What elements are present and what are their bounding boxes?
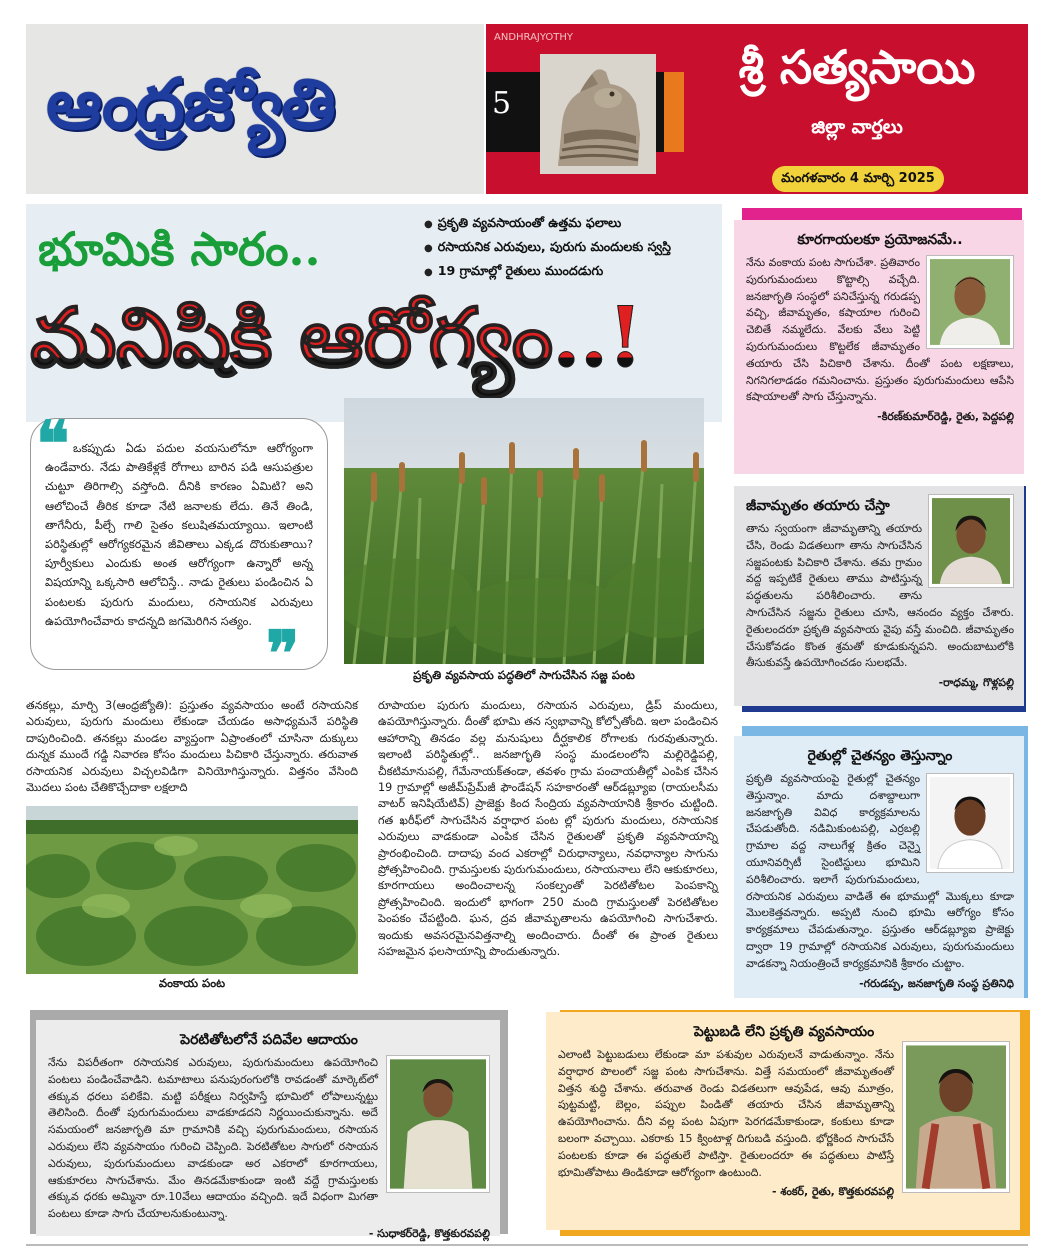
close-quote-icon: ❞ (266, 617, 300, 690)
millet-crop-photo (344, 398, 704, 664)
sidebox-title: రైతుల్లో చైతన్యం తెస్తున్నాం (807, 748, 953, 764)
sidebox-signature: -కిరణ్‌కుమార్‌రెడ్డి, రైతు, పెద్దపల్లి (877, 410, 1014, 424)
sidebox-vegetables (734, 220, 1024, 474)
sidebox-awareness (734, 736, 1024, 998)
farmer-portrait (928, 494, 1014, 588)
sidebox-text: తాను స్వయంగా జీవామృతాన్ని తయారు చేసి, రెండు విడతలుగా తాను సాగుచేసిన సజ్జపంటకు పిచికారి చేశాను. తమ గ్రామం వద్ద ఇప్పటికే రైతులు తాము పాటిస్తున్న పద్ధతులను పరిశీలించారు. తాను సాగుచేసిన సజ్జను రైతులు చూసి, ఆనందం వ్యక్తం చేశారు. రైతులందరూ ప్రకృతి వ్యవసాయ వైపు వస్తే మంచిది. జీవామృతం చేసుకోవడం కొంత శ్రమతో కూడుకున్నపని. అందుబాటులోకి తీసుకువస్తే ఉపయోగించడం సులభమే. (746, 522, 1014, 670)
sidebox-text: నేను వంకాయ పంట సాగుచేశా. ప్రతివారం పురుగుమందులు కొట్టాల్సి వచ్చేది. జనజాగృతి సంస్థలో పనిచేస్తున్న గరుడప్ప వచ్చి, జీవామృతం, కషాయాల గురించి చెబితే నమ్మలేదు. వేలకు వేలు పెట్టి పురుగుమందులు కొట్టలేక జీవామృతం తయారు చేసి పిచికారి చేశాను. దీంతో పంట లక్షణాలు, నిగనిగలాడడం గమనించాను. ప్రస్తుతం పురుగుమందులు ఆపేసి కషాయాలతో సాగు చేస్తున్నాను. (746, 256, 1014, 404)
page-bottom-rule (26, 1244, 1028, 1246)
sidebox-text: ఎలాంటి పెట్టుబడులు లేకుండా మా పశువుల ఎరువులనే వాడుతున్నాం. నేను వర్షాధార పొలంలో సజ్జ పంట సాగుచేశాను. విత్తే సమయంలో జీవామృతంతో విత్తన శుద్ధి చేశాను. తరువాత రెండు విడతలుగా ఆవుపేడ, ఆవు మూత్రం, పుట్టమట్టి, బెల్లం, పప్పుల పిండితో తయారు చేసిన జీవామృతాన్ని ఉపయోగించాను. దీని వల్ల పంట ఏపుగా పెరగడమేకాకుండా, కంకులు కూడా బలంగా వచ్చాయి. ఎకరాకు 15 క్వింటాళ్ల దిగుబడి వస్తుంది. భోర్ణకింద సాగుచేసే పంటలకు కూడా ఈ పద్ధతులే పాటిస్తా. రైతులందరూ ఈ పద్ధతులు పాటిస్తే భూమితోపాటు తిండికూడా ఆరోగ్యంగా ఉంటుంది. (558, 1048, 894, 1179)
paper-name-small: ANDHRAJYOTHY (494, 32, 574, 43)
headline-bullets (424, 212, 724, 284)
district-subtitle: జిల్లా వార్తలు (811, 116, 903, 138)
page-number: 5 (492, 86, 512, 121)
farmer-portrait (386, 1055, 490, 1193)
sidebox-title: జీవామృతం తయారు చేస్తా (746, 498, 890, 514)
farmer-portrait (902, 1041, 1010, 1193)
district-name: శ్రీ సత్యసాయి (738, 40, 976, 94)
main-headline: మనిషికి ఆరోగ్యం..! (30, 290, 642, 406)
intro-quote-text: ఒకప్పుడు ఏడు పదుల వయసులోనూ ఆరోగ్యంగా ఉండేవారు. నేడు పాతికేళ్లకే రోగాలు బారిన పడి ఆసుపత్రుల చుట్టూ తిరిగాల్సి వస్తోంది. దీనికి కారణం ఏమిటి? అని ఆలోచించే తీరిక కూడా నేటి జనాలకు లేదు. తినే తిండి, తాగేనీరు, పీల్చే గాలి సైతం కలుషితమయ్యాయి. ఇలాంటి పరిస్థితుల్లో ఆరోగ్యకరమైన జీవితాలు ఎక్కడ దొరుకుతాయి? పూర్వీకులు ఎందుకు అంత ఆరోగ్యంగా ఉన్నారో అన్న విషయాన్ని ఒక్కసారి ఆలోచిస్తే.. నాడు రైతులు పండించిన ఏ పంటలకు పురుగు మందులు, రసాయనిక ఎరువులు ఉపయోగించేవారు కాదన్నది జగమెరిగిన సత్యం. (45, 441, 313, 628)
sidebox-signature: - శంకర్, రైతు, కొత్తకురవపల్లి (772, 1185, 894, 1199)
bullet-item: ● 19 గ్రామాల్లో రైతులు ముందడుగు (424, 260, 724, 284)
sidebox-signature: -రాధమ్మ, గొళ్లపల్లి (938, 676, 1014, 690)
accent-bar (664, 72, 684, 152)
millet-photo-caption: ప్రకృతి వ్యవసాయ పద్ధతిలో సాగుచేసిన సజ్జ పంట (344, 664, 704, 686)
open-quote-icon: ❝ (36, 407, 70, 480)
brinjal-crop-photo (26, 806, 358, 974)
nandi-statue-image (540, 54, 656, 174)
bullet-item: ● ప్రకృతి వ్యవసాయంతో ఉత్తమ ఫలాలు (424, 212, 724, 236)
brinjal-photo-caption: వంకాయ పంట (158, 976, 226, 990)
article-column-1: తనకల్లు, మార్చి 3(ఆంధ్రజ్యోతి): ప్రస్తుతం వ్యవసాయం అంటే రసాయనిక ఎరువులు, పురుగు మందులు లేకుండా చేయడం అసాధ్యమనే పరిస్థితి దాపురించింది. తనకల్లు మండల వ్యాప్తంగా ఏప్రాంతంలో చూసినా దుక్కులు దున్నక ముందే గడ్డి నివారణ కోసం మందులు పిచికారి చేస్తున్నారు. తరువాత రసాయనిక ఎరువులు విచ్చలవిడిగా వినియోగిస్తున్నారు. విత్తనం వేసింది మొదలు పంట చేతికొచ్చేదాకా లక్షలాది (26, 699, 358, 795)
bullet-item: ● రసాయనిక ఎరువులు, పురుగు మందులకు స్వస్తి (424, 236, 724, 260)
sidebox-signature: -గరుడప్ప, జనజాగృతి సంస్థ ప్రతినిధి (859, 976, 1014, 990)
sidebox-jeevamrutham (734, 486, 1024, 706)
sidebox-signature: - సుధాకర్‌రెడ్డి, కొత్తకురవపల్లి (368, 1226, 490, 1240)
masthead-logo-panel (26, 24, 484, 194)
sidebox-title: పెట్టుబడి లేని ప్రకృతి వ్యవసాయం (693, 1024, 875, 1040)
sidebox-title: పెరటితోటలోనే పదివేల ఆదాయం (180, 1032, 358, 1048)
sidebox-title: కూరగాయలకూ ప్రయోజనమే.. (797, 232, 963, 248)
article-column-2: రూపాయల పురుగు మందులు, రసాయన ఎరువులు, డ్రిప్ మందులు, ఉపయోగిస్తున్నారు. దీంతో భూమి తన స్వభావాన్ని కోల్పోతోంది. ఇలా పండించిన ఆహారాన్ని తినడం వల్ల మనుషులు దీర్ఘకాలిక రోగాలకు గురవుతున్నారు. ఇలాంటి పరిస్థితుల్లో.. జనజాగృతి సంస్థ మండలంలోని మల్లిరెడ్డిపల్లి, చీకటిమానుపల్లి, గేమేనాయక్‌తండా, తవళం గ్రామ పంచాయతీల్లో ఎంపిక చేసిన 19 గ్రామాల్లో అజీమ్‌ప్రేమ్‌జీ ఫౌండేషన్ సహకారంతో ఆర్‌డబ్ల్యూఐ (రాయలసీమ వాటర్ ఇనిషియేటివ్) ప్రాజెక్టు కింద సేంద్రియ వ్యవసాయానికి శ్రీకారం చుట్టింది. గత ఖరీఫ్‌లో సాగుచేసిన వర్షాధార పంట ల్లో పురుగు మందులు, రసాయనిక ఎరువులు వాడకుండా ఎంపిక చేసిన రైతులతో ప్రకృతి వ్యవసాయాన్ని ప్రారంభించింది. దాదాపు వంద ఎకరాల్లో చిరుధాన్యాలు, నవధాన్యాల సాగును ప్రోత్సహించింది. గ్రామస్తులకు పురుగుమందులు, రసాయనాలు లేని ఆకుకూరలు, కూరగాయలు అందించాలన్న సంకల్పంతో పెరటితోటల పెంపకాన్ని ప్రోత్సహించింది. ఇందులో భాగంగా 250 మంది గ్రామస్తులతో పెరటితోటల పెంపకం చేపట్టింది. ఘన, ద్రవ జీవామృతాలను ఉపయోగించి సాగుచేశారు. ఇందుకు అవసరమైనవిత్తనాల్ని అందించారు. దీంతో ఈ ప్రాంత రైతులు సహజమైన ఫలసాయాన్ని పొందుతున్నారు. (378, 699, 718, 959)
farmer-portrait (926, 255, 1014, 349)
district-banner (486, 24, 1028, 194)
sidebox-backyard-income (36, 1020, 500, 1240)
farmer-portrait (926, 773, 1014, 873)
sidebox-text: నేను విపరీతంగా రసాయనిక ఎరువులు, పురుగుమందులు ఉపయోగించి పంటలు పండించేవాడిని. టమాటాలు పనుపురంగులోకి రావడంతో మార్కెట్‌లో తక్కువ ధరలు పలికేవి. మట్టి పరీక్షలు నిర్వహిస్తే భూమిలో లోపాలున్నట్టు తెలిసింది. దీంతో పురుగుమందులు వాడకూడదని నిర్ణయించుకున్నాను. అదే సమయంలో జనజాగృతి మా గ్రామానికి వచ్చి పురుగుమందులు, రసాయన ఎరువులు లేని వ్యవసాయం గురించి చెప్పింది. పెరటితోటల సాగులో రసాయన ఎరువులు, పురుగుమందులు వాడకుండా అర ఎకరాలో కూరగాయలు, ఆకుకూరలు సాగుచేశాను. మేం తినడమేకాకుండా ఇంటి వద్దే గ్రామస్తులకు తక్కువ ధరకు అమ్మినా రూ.10వేలు ఆదాయం వచ్చింది. ఇదే విధంగా మిగతా పంటలు కూడా సాగు చేయాలనుకుంటున్నా. (48, 1056, 378, 1221)
newspaper-logo: ఆంధ్రజ్యోతి (46, 62, 334, 145)
publication-date: మంగళవారం 4 మార్చి 2025 (772, 166, 944, 192)
sidebox-zero-investment (546, 1012, 1020, 1230)
kicker-headline: భూమికి సారం.. (38, 222, 321, 276)
sidebox-text: ప్రకృతి వ్యవసాయంపై రైతుల్లో చైతన్యం తెస్తున్నాం. మాదు దశాబ్దాలుగా జనజాగృతి వివిధ కార్యక్రమాలను చేపడుతోంది. నడిమికుంటపల్లి, ఎర్రబల్లి గ్రామాల వద్ద నాలుగేళ్ల క్రితం చెన్నై యూనివర్సిటీ సైంటిస్టులు భూమిని పరిశీలించారు. ఇలాగే పురుగుమందులు, రసాయనిక ఎరువులు వాడితే ఈ భూముల్లో మొక్కలు కూడా మొలకెత్తవన్నారు. అప్పటి నుంచి భూమి ఆరోగ్యం కోసం కార్యక్రమాలు చేపడుతున్నాం. ప్రస్తుతం ఆర్‌డబ్ల్యూఐ ప్రాజెక్టు ద్వారా 19 గ్రామాల్లో రసాయనిక ఎరువులు, పురుగుమందులు వాడకన్నా నియంత్రించే కార్యక్రమానికి శ్రీకారం చుట్టాం. (746, 772, 1014, 970)
